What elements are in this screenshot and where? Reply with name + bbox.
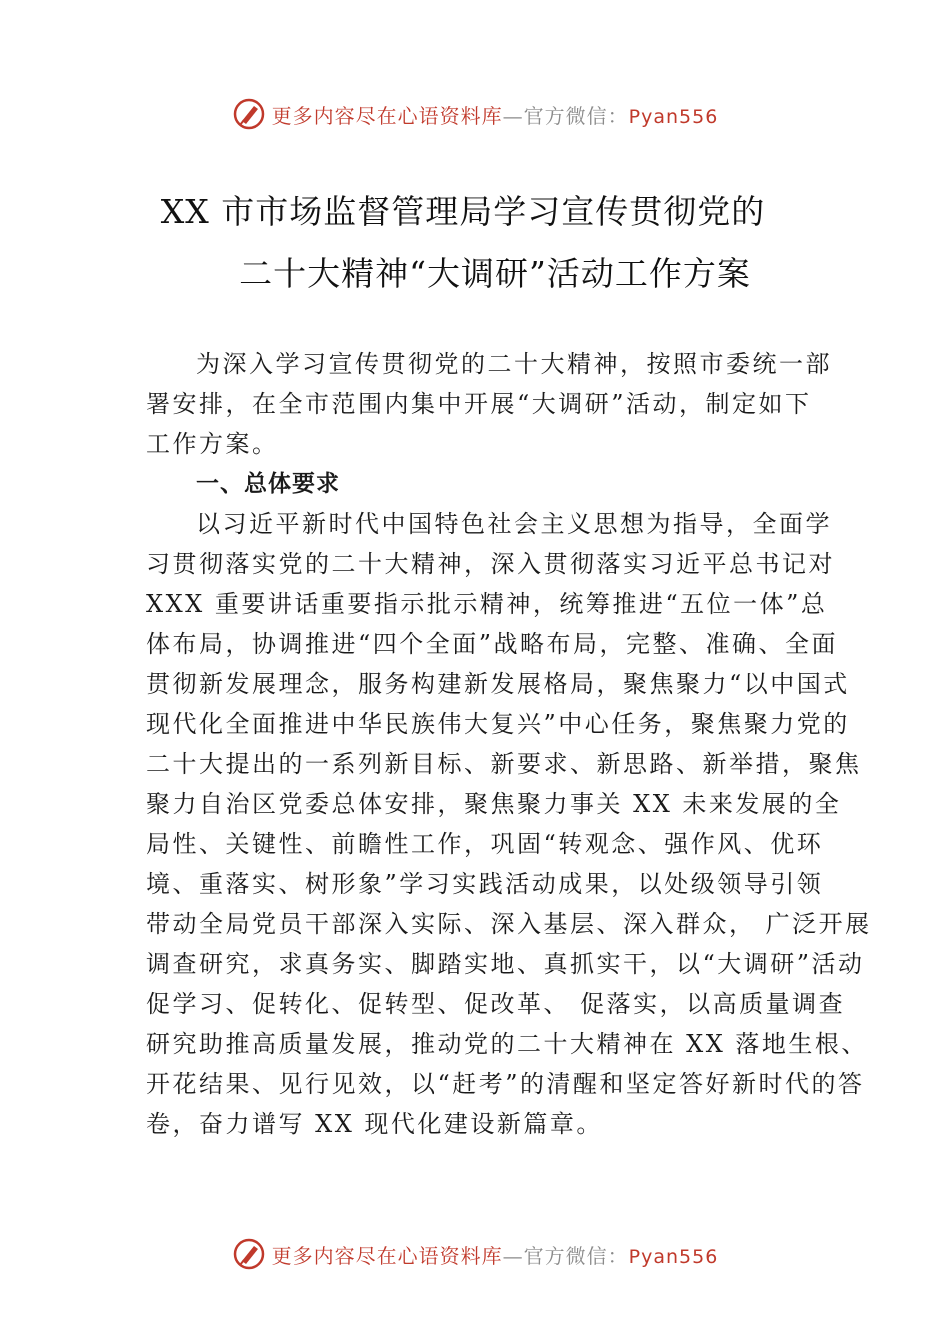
- paragraph-line: 署安排，在全市范围内集中开展“大调研”活动，制定如下: [146, 390, 812, 418]
- paragraph-line: 为深入学习宣传贯彻党的二十大精神，按照市委统一部: [196, 350, 832, 378]
- footer-banner: [0, 1232, 950, 1276]
- paragraph-line: 境、重落实、树形象”学习实践活动成果，以处级领导引领: [146, 870, 824, 898]
- banner-separator: —官方微信：: [502, 103, 629, 128]
- paragraph-line: 研究助推高质量发展，推动党的二十大精神在 XX 落地生根、: [146, 1030, 868, 1058]
- banner-main-text: 更多内容尽在心语资料库: [271, 1243, 503, 1268]
- header-banner: [0, 92, 950, 136]
- paragraph-line: 局性、关键性、前瞻性工作，巩固“转观念、强作风、优环: [146, 830, 824, 858]
- document-body: [146, 344, 872, 1144]
- paragraph-line: 体布局，协调推进“四个全面”战略布局，完整、准确、全面: [146, 630, 839, 658]
- document-title-line-2: 二十大精神“大调研”活动工作方案: [239, 254, 751, 293]
- paragraph-line: 贯彻新发展理念，服务构建新发展格局，聚焦聚力“以中国式: [146, 670, 850, 698]
- banner-contact: Pyan556: [628, 105, 719, 128]
- banner-text-group: [272, 100, 719, 129]
- section-heading: 一、总体要求: [196, 471, 340, 497]
- banner-contact: Pyan556: [628, 1245, 719, 1268]
- paragraph-line: 以习近平新时代中国特色社会主义思想为指导，全面学: [196, 510, 832, 538]
- paragraph-line: 聚力自治区党委总体安排，聚焦聚力事关 XX 未来发展的全: [146, 790, 842, 818]
- paragraph-line: 卷，奋力谱写 XX 现代化建设新篇章。: [146, 1110, 603, 1138]
- banner-separator: —官方微信：: [502, 1243, 629, 1268]
- paragraph-line: 调查研究，求真务实、脚踏实地、真抓实干，以“大调研”活动: [146, 950, 865, 978]
- paragraph-line: 开花结果、见行见效，以“赶考”的清醒和坚定答好新时代的答: [146, 1070, 865, 1098]
- paragraph-line: 二十大提出的一系列新目标、新要求、新思路、新举措，聚焦: [146, 750, 862, 778]
- paragraph-line: 促学习、促转化、促转型、促改革、 促落实，以高质量调查: [146, 990, 846, 1018]
- document-title-line-1: XX 市市场监督管理局学习宣传贯彻党的: [160, 192, 766, 231]
- paragraph-line: 工作方案。: [146, 430, 279, 458]
- pen-nib-logo-icon: [232, 1237, 266, 1271]
- banner-text-group: [272, 1240, 719, 1269]
- paragraph-line: 习贯彻落实党的二十大精神，深入贯彻落实习近平总书记对: [146, 550, 835, 578]
- paragraph-line: 带动全局党员干部深入实际、深入基层、深入群众， 广泛开展: [146, 910, 872, 938]
- banner-main-text: 更多内容尽在心语资料库: [271, 103, 503, 128]
- pen-nib-logo-icon: [232, 97, 266, 131]
- paragraph-line: XXX 重要讲话重要指示批示精神，统筹推进“五位一体”总: [146, 590, 828, 618]
- paragraph-line: 现代化全面推进中华民族伟大复兴”中心任务，聚焦聚力党的: [146, 710, 850, 738]
